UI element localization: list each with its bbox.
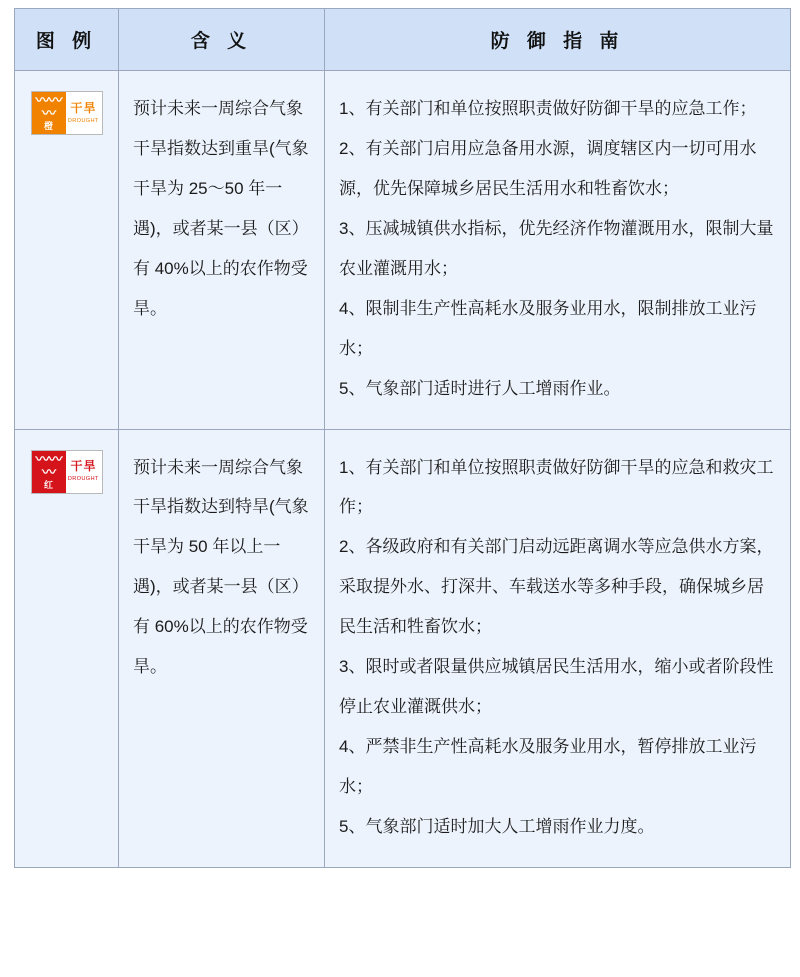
signal-cn-text: 干旱 xyxy=(70,100,97,115)
guide-item: 5、气象部门适时加大人工增雨作业力度。 xyxy=(339,816,655,836)
guide-item: 1、有关部门和单位按照职责做好防御干旱的应急工作； xyxy=(339,99,757,118)
signal-level-label: 红 xyxy=(43,479,53,490)
guide-cell-orange xyxy=(325,71,791,430)
table-header xyxy=(15,9,791,71)
column-header-guide: 防 御 指 南 xyxy=(325,9,791,71)
signal-cn-text: 干旱 xyxy=(70,459,97,473)
wave-lines-icon: 〰〰〰 xyxy=(35,92,62,121)
table-header-row xyxy=(15,9,791,71)
signal-en-text: DROUGHT xyxy=(68,476,99,482)
guide-item: 2、有关部门启用应急备用水源，调度辖区内一切可用水源，优先保障城乡居民生活用水和牲畜饮水； xyxy=(339,138,757,198)
guide-item: 3、压减城镇供水指标，优先经济作物灌溉用水，限制大量农业灌溉用水； xyxy=(339,218,774,278)
column-header-legend: 图 例 xyxy=(15,9,119,71)
signal-left-panel xyxy=(32,451,66,493)
signal-right-panel xyxy=(66,92,102,134)
column-header-meaning: 含 义 xyxy=(119,9,325,71)
signal-left-panel xyxy=(32,92,66,134)
drought-warning-table xyxy=(14,8,791,868)
table-body xyxy=(15,71,791,868)
guide-cell-red xyxy=(325,429,791,867)
guide-item: 4、严禁非生产性高耗水及服务业用水，暂停排放工业污水； xyxy=(339,737,757,796)
guide-item: 5、气象部门适时进行人工增雨作业。 xyxy=(339,378,621,398)
legend-cell-red xyxy=(15,429,119,867)
guide-item: 1、有关部门和单位按照职责做好防御干旱的应急和救灾工作； xyxy=(339,457,774,517)
meaning-cell-red: 预计未来一周综合气象干旱指数达到特旱(气象干旱为 50 年以上一遇)，或者某一县（区）有 60%以上的农作物受旱。 xyxy=(119,429,325,867)
signal-level-label: 橙 xyxy=(43,121,53,131)
drought-warning-orange-icon xyxy=(31,91,103,135)
table-row xyxy=(15,429,791,867)
guide-item: 4、限制非生产性高耗水及服务业用水，限制排放工业污水； xyxy=(339,298,757,358)
guide-item: 3、限时或者限量供应城镇居民生活用水，缩小或者阶段性停止农业灌溉供水； xyxy=(339,657,774,717)
legend-cell-orange xyxy=(15,71,119,430)
signal-right-panel xyxy=(66,451,102,493)
table-row xyxy=(15,71,791,430)
guide-item: 2、各级政府和有关部门启动远距离调水等应急供水方案，采取提外水、打深井、车载送水等多种手段，确保城乡居民生活和牲畜饮水； xyxy=(339,537,774,637)
drought-warning-red-icon xyxy=(31,450,103,494)
wave-lines-icon: 〰〰〰 xyxy=(35,450,62,480)
meaning-cell-orange: 预计未来一周综合气象干旱指数达到重旱(气象干旱为 25～50 年一遇)，或者某一县（区）有 40%以上的农作物受旱。 xyxy=(119,71,325,430)
signal-en-text: DROUGHT xyxy=(68,117,99,124)
